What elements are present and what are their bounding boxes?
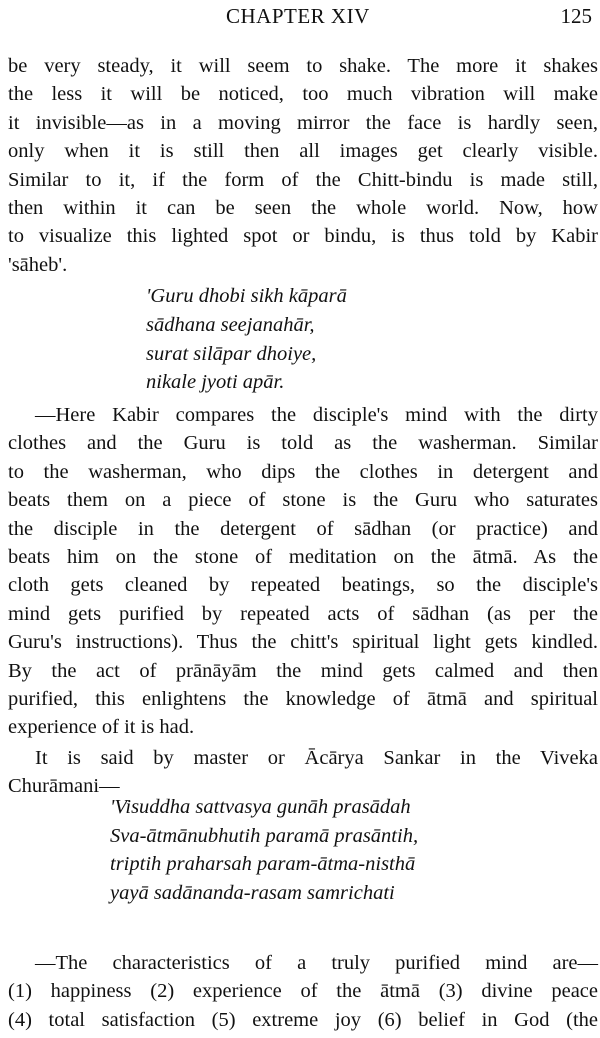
text-line: —Here Kabir compares the disciple's mind with the dirty (35, 404, 598, 426)
text-line: experience of it is had. (8, 716, 195, 739)
page-number: 125 (560, 4, 592, 28)
running-title: CHAPTER XIV (226, 4, 370, 28)
text-line: Guru's instructions). Thus the chitt's spiritual light gets kindled. (8, 631, 598, 654)
text-line: the less it will be noticed, too much vibration will make (8, 83, 598, 106)
text-line: the disciple in the detergent of sādhan (or practice) and (8, 517, 598, 540)
paragraph-1 (8, 52, 598, 279)
text-line: beats them on a piece of stone is the Guru who saturates (8, 489, 598, 512)
text-line: (1) happiness (2) experience of the ātmā (3) divine peace (8, 980, 598, 1003)
text-line: only when it is still then all images get clearly visible. (8, 140, 598, 163)
text-line: to the washerman, who dips the clothes in detergent and (8, 460, 598, 483)
verse-kabir (146, 282, 347, 397)
paragraph-4 (8, 949, 598, 1034)
text-line: Churāmani— (8, 775, 120, 798)
text-line: to visualize this lighted spot or bindu, is thus told by Kabir (8, 225, 598, 248)
verse-line: nikale jyoti apār. (146, 371, 285, 394)
verse-line: surat silāpar dhoiye, (146, 342, 317, 365)
text-line: 'sāheb'. (8, 253, 68, 276)
page-header (0, 3, 600, 33)
text-line: then within it can be seen the whole world. Now, how (8, 197, 598, 220)
verse-line: sādhana seejanahār, (146, 313, 315, 336)
verse-viveka-churamani (110, 793, 418, 907)
text-line: (4) total satisfaction (5) extreme joy (6) belief in God (the (8, 1008, 598, 1031)
text-line: purified, this enlightens the knowledge of ātmā and spiritual (8, 688, 598, 711)
text-line: it invisible—as in a moving mirror the face is hardly seen, (8, 111, 598, 134)
text-line: —The characteristics of a truly purified mind are— (35, 952, 598, 974)
verse-line: Sva-ātmānubhutih paramā prasāntih, (110, 824, 419, 847)
text-line: be very steady, it will seem to shake. The more it shakes (8, 55, 598, 77)
paragraph-2 (8, 401, 598, 742)
text-line: It is said by master or Ācārya Sankar in the Viveka (35, 747, 598, 769)
verse-line: 'Guru dhobi sikh kāparā (146, 285, 347, 307)
text-line: mind gets purified by repeated acts of sādhan (as per the (8, 602, 598, 625)
text-line: Similar to it, if the form of the Chitt-bindu is made still, (8, 168, 598, 191)
text-line: beats him on the stone of meditation on the ātmā. As the (8, 546, 598, 569)
verse-line: triptih praharsah param-ātma-nisthā (110, 853, 416, 876)
text-line: clothes and the Guru is told as the washerman. Similar (8, 432, 598, 455)
verse-line: 'Visuddha sattvasya gunāh prasādah (110, 796, 411, 818)
text-line: cloth gets cleaned by repeated beatings, so the disciple's (8, 574, 598, 597)
verse-line: yayā sadānanda-rasam samrichati (110, 881, 395, 904)
text-line: By the act of prānāyām the mind gets calmed and then (8, 659, 598, 682)
